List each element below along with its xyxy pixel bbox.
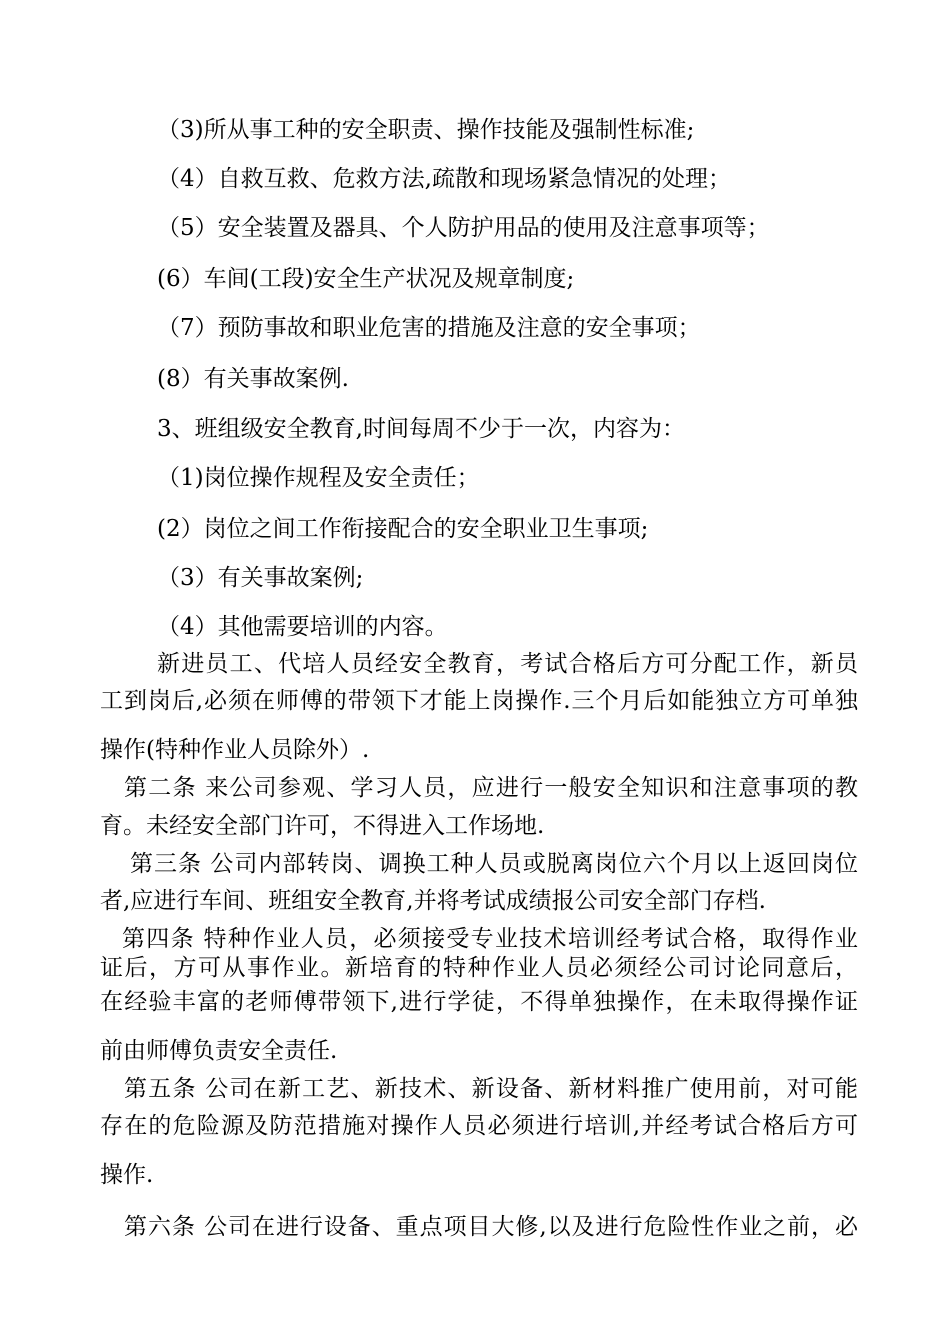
paragraph-line: 第四条 特种作业人员，必须接受专业技术培训经考试合格，取得作业 <box>122 926 858 952</box>
paragraph-line: 新进员工、代培人员经安全教育，考试合格后方可分配工作，新员 <box>157 651 858 677</box>
paragraph-line: 工到岗后,必须在师傅的带领下才能上岗操作.三个月后如能独立方可单独 <box>100 688 858 714</box>
list-item-5-safety-devices: （5）安全装置及器具、个人防护用品的使用及注意事项等； <box>157 215 770 241</box>
list-item-3-cases: （3）有关事故案例; <box>157 565 364 591</box>
paragraph-line: 存在的危险源及防范措施对操作人员必须进行培训,并经考试合格后方可 <box>100 1113 858 1139</box>
list-item-8-cases: (8）有关事故案例. <box>157 366 349 392</box>
list-item-3-duties: （3)所从事工种的安全职责、操作技能及强制性标准; <box>157 117 695 143</box>
list-item-6-workshop: (6）车间(工段)安全生产状况及规章制度; <box>157 266 575 292</box>
list-item-2-coordination: (2）岗位之间工作衔接配合的安全职业卫生事项; <box>157 516 649 542</box>
paragraph-line: 育。未经安全部门许可，不得进入工作场地. <box>100 813 545 839</box>
list-item-1-post-rules: （1)岗位操作规程及安全责任； <box>157 465 480 491</box>
section-team-education: 3、班组级安全教育,时间每周不少于一次，内容为： <box>157 416 685 442</box>
paragraph-line: 证后，方可从事作业。新培育的特种作业人员必须经公司讨论同意后， <box>100 955 858 981</box>
paragraph-line: 在经验丰富的老师傅带领下,进行学徒，不得单独操作，在未取得操作证 <box>100 989 858 1015</box>
paragraph-line: 第三条 公司内部转岗、调换工种人员或脱离岗位六个月以上返回岗位 <box>130 851 858 877</box>
paragraph-line: 操作. <box>100 1162 154 1188</box>
list-item-7-prevention: （7）预防事故和职业危害的措施及注意的安全事项； <box>157 315 701 341</box>
paragraph-line: 第六条 公司在进行设备、重点项目大修,以及进行危险性作业之前，必 <box>124 1214 858 1240</box>
paragraph-line: 第五条 公司在新工艺、新技术、新设备、新材料推广使用前，对可能 <box>124 1076 858 1102</box>
paragraph-line: 前由师傅负责安全责任. <box>100 1038 338 1064</box>
paragraph-line: 操作(特种作业人员除外）. <box>100 737 370 763</box>
paragraph-line: 者,应进行车间、班组安全教育,并将考试成绩报公司安全部门存档. <box>100 888 766 914</box>
list-item-4-self-rescue: （4）自救互救、危救方法,疏散和现场紧急情况的处理； <box>157 166 731 192</box>
list-item-4-other: （4）其他需要培训的内容。 <box>157 614 448 640</box>
paragraph-line: 第二条 来公司参观、学习人员，应进行一般安全知识和注意事项的教 <box>124 775 858 801</box>
